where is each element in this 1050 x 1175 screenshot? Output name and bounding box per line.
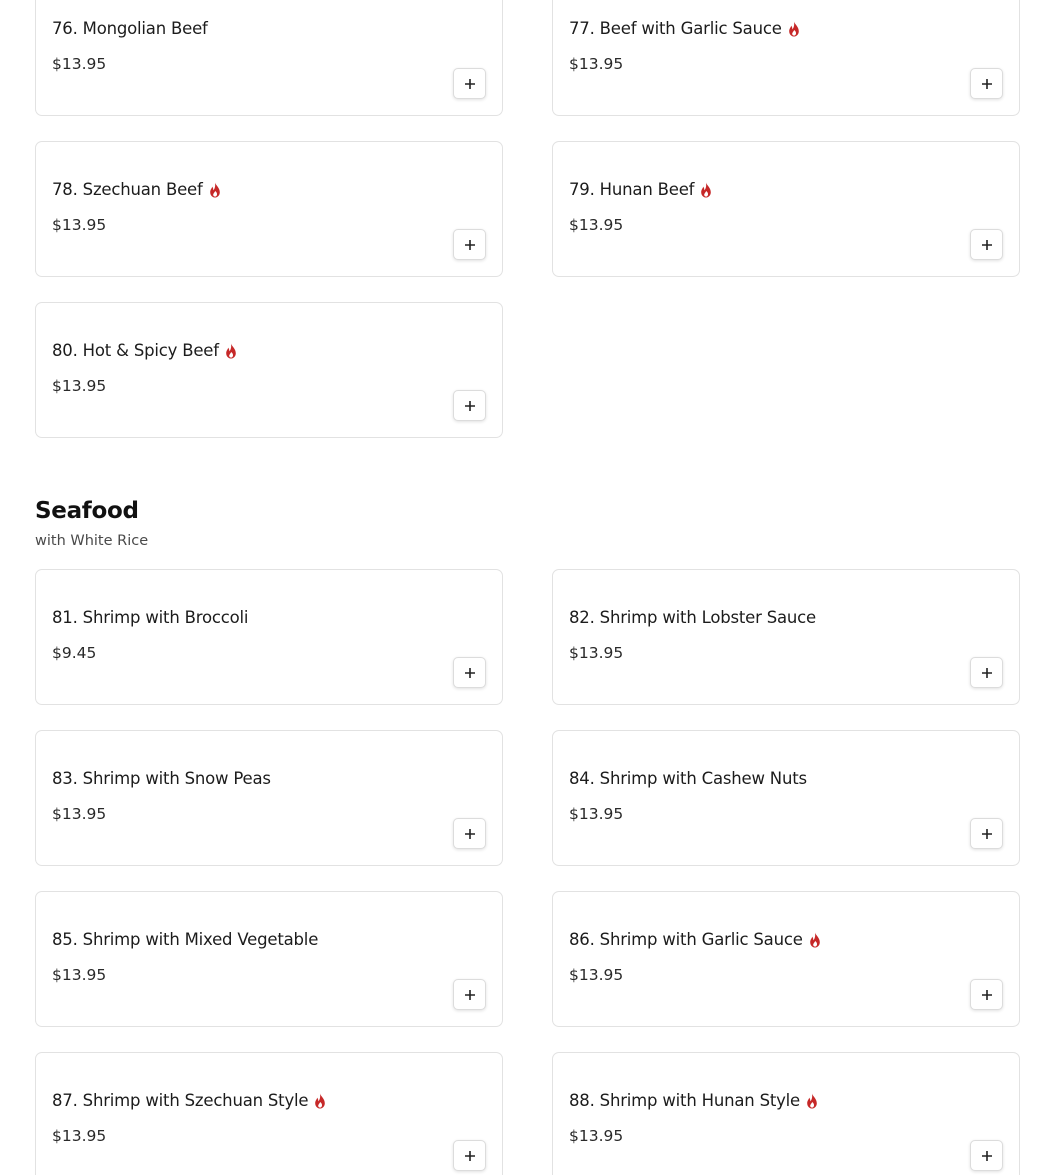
section-title: Seafood	[35, 498, 139, 524]
menu-item-card[interactable]	[35, 891, 503, 1027]
menu-item-card[interactable]	[35, 302, 503, 438]
menu-item-card[interactable]	[552, 141, 1020, 277]
menu-item-card[interactable]	[35, 730, 503, 866]
menu-item-title	[569, 769, 807, 788]
menu-item-name: 78. Szechuan Beef	[52, 180, 203, 199]
menu-item-name: 85. Shrimp with Mixed Vegetable	[52, 930, 319, 949]
add-item-button[interactable]	[453, 657, 486, 688]
menu-item-price: $13.95	[569, 1127, 624, 1145]
plus-icon	[981, 989, 993, 1001]
menu-item-title	[52, 1091, 327, 1110]
menu-item-card[interactable]	[35, 0, 503, 116]
plus-icon	[981, 78, 993, 90]
menu-item-title	[52, 341, 238, 360]
menu-item-title	[569, 608, 816, 627]
menu-item-price: $13.95	[52, 216, 107, 234]
menu-item-name: 79. Hunan Beef	[569, 180, 695, 199]
menu-item-title	[52, 608, 248, 627]
menu-item-price: $13.95	[569, 55, 624, 73]
flame-icon	[313, 1093, 327, 1109]
plus-icon	[981, 1150, 993, 1162]
menu-item-title	[569, 19, 801, 38]
plus-icon	[464, 239, 476, 251]
plus-icon	[464, 828, 476, 840]
menu-item-price: $13.95	[52, 1127, 107, 1145]
plus-icon	[981, 239, 993, 251]
menu-item-price: $13.95	[52, 55, 107, 73]
add-item-button[interactable]	[970, 657, 1003, 688]
add-item-button[interactable]	[970, 68, 1003, 99]
menu-item-name: 81. Shrimp with Broccoli	[52, 608, 249, 627]
flame-icon	[224, 343, 238, 359]
menu-item-title	[569, 1091, 819, 1110]
menu-item-card[interactable]	[552, 891, 1020, 1027]
menu-item-card[interactable]	[552, 569, 1020, 705]
menu-item-name: 86. Shrimp with Garlic Sauce	[569, 930, 803, 949]
flame-icon	[787, 21, 801, 37]
menu-item-title	[52, 180, 222, 199]
menu-item-price: $13.95	[52, 966, 107, 984]
menu-item-name: 84. Shrimp with Cashew Nuts	[569, 769, 807, 788]
add-item-button[interactable]	[453, 68, 486, 99]
plus-icon	[464, 989, 476, 1001]
section-subtitle: with White Rice	[35, 533, 149, 549]
menu-item-card[interactable]	[35, 141, 503, 277]
flame-icon	[699, 182, 713, 198]
menu-item-price: $13.95	[569, 805, 624, 823]
plus-icon	[464, 1150, 476, 1162]
plus-icon	[981, 828, 993, 840]
plus-icon	[464, 400, 476, 412]
plus-icon	[464, 667, 476, 679]
menu-item-name: 82. Shrimp with Lobster Sauce	[569, 608, 817, 627]
menu-item-card[interactable]	[552, 1052, 1020, 1175]
menu-item-title	[52, 930, 318, 949]
menu-item-card[interactable]	[35, 1052, 503, 1175]
add-item-button[interactable]	[453, 390, 486, 421]
flame-icon	[805, 1093, 819, 1109]
menu-item-card[interactable]	[35, 569, 503, 705]
flame-icon	[808, 932, 822, 948]
menu-item-price: $13.95	[52, 805, 107, 823]
menu-item-name: 76. Mongolian Beef	[52, 19, 208, 38]
plus-icon	[981, 667, 993, 679]
menu-item-card[interactable]	[552, 0, 1020, 116]
menu-item-title	[569, 930, 822, 949]
add-item-button[interactable]	[970, 979, 1003, 1010]
menu-item-price: $13.95	[569, 216, 624, 234]
add-item-button[interactable]	[453, 818, 486, 849]
menu-item-price: $13.95	[569, 644, 624, 662]
add-item-button[interactable]	[970, 229, 1003, 260]
menu-item-title	[569, 180, 713, 199]
add-item-button[interactable]	[453, 229, 486, 260]
menu-item-price: $13.95	[569, 966, 624, 984]
menu-item-name: 80. Hot & Spicy Beef	[52, 341, 219, 360]
menu-item-name: 87. Shrimp with Szechuan Style	[52, 1091, 309, 1110]
menu-item-title	[52, 769, 271, 788]
plus-icon	[464, 78, 476, 90]
add-item-button[interactable]	[453, 1140, 486, 1171]
add-item-button[interactable]	[970, 1140, 1003, 1171]
menu-item-name: 77. Beef with Garlic Sauce	[569, 19, 782, 38]
menu-item-name: 83. Shrimp with Snow Peas	[52, 769, 271, 788]
flame-icon	[208, 182, 222, 198]
menu-item-name: 88. Shrimp with Hunan Style	[569, 1091, 801, 1110]
add-item-button[interactable]	[970, 818, 1003, 849]
menu-item-price: $13.95	[52, 377, 107, 395]
menu-item-card[interactable]	[552, 730, 1020, 866]
menu-item-title	[52, 19, 208, 38]
add-item-button[interactable]	[453, 979, 486, 1010]
menu-item-price: $9.45	[52, 644, 97, 662]
